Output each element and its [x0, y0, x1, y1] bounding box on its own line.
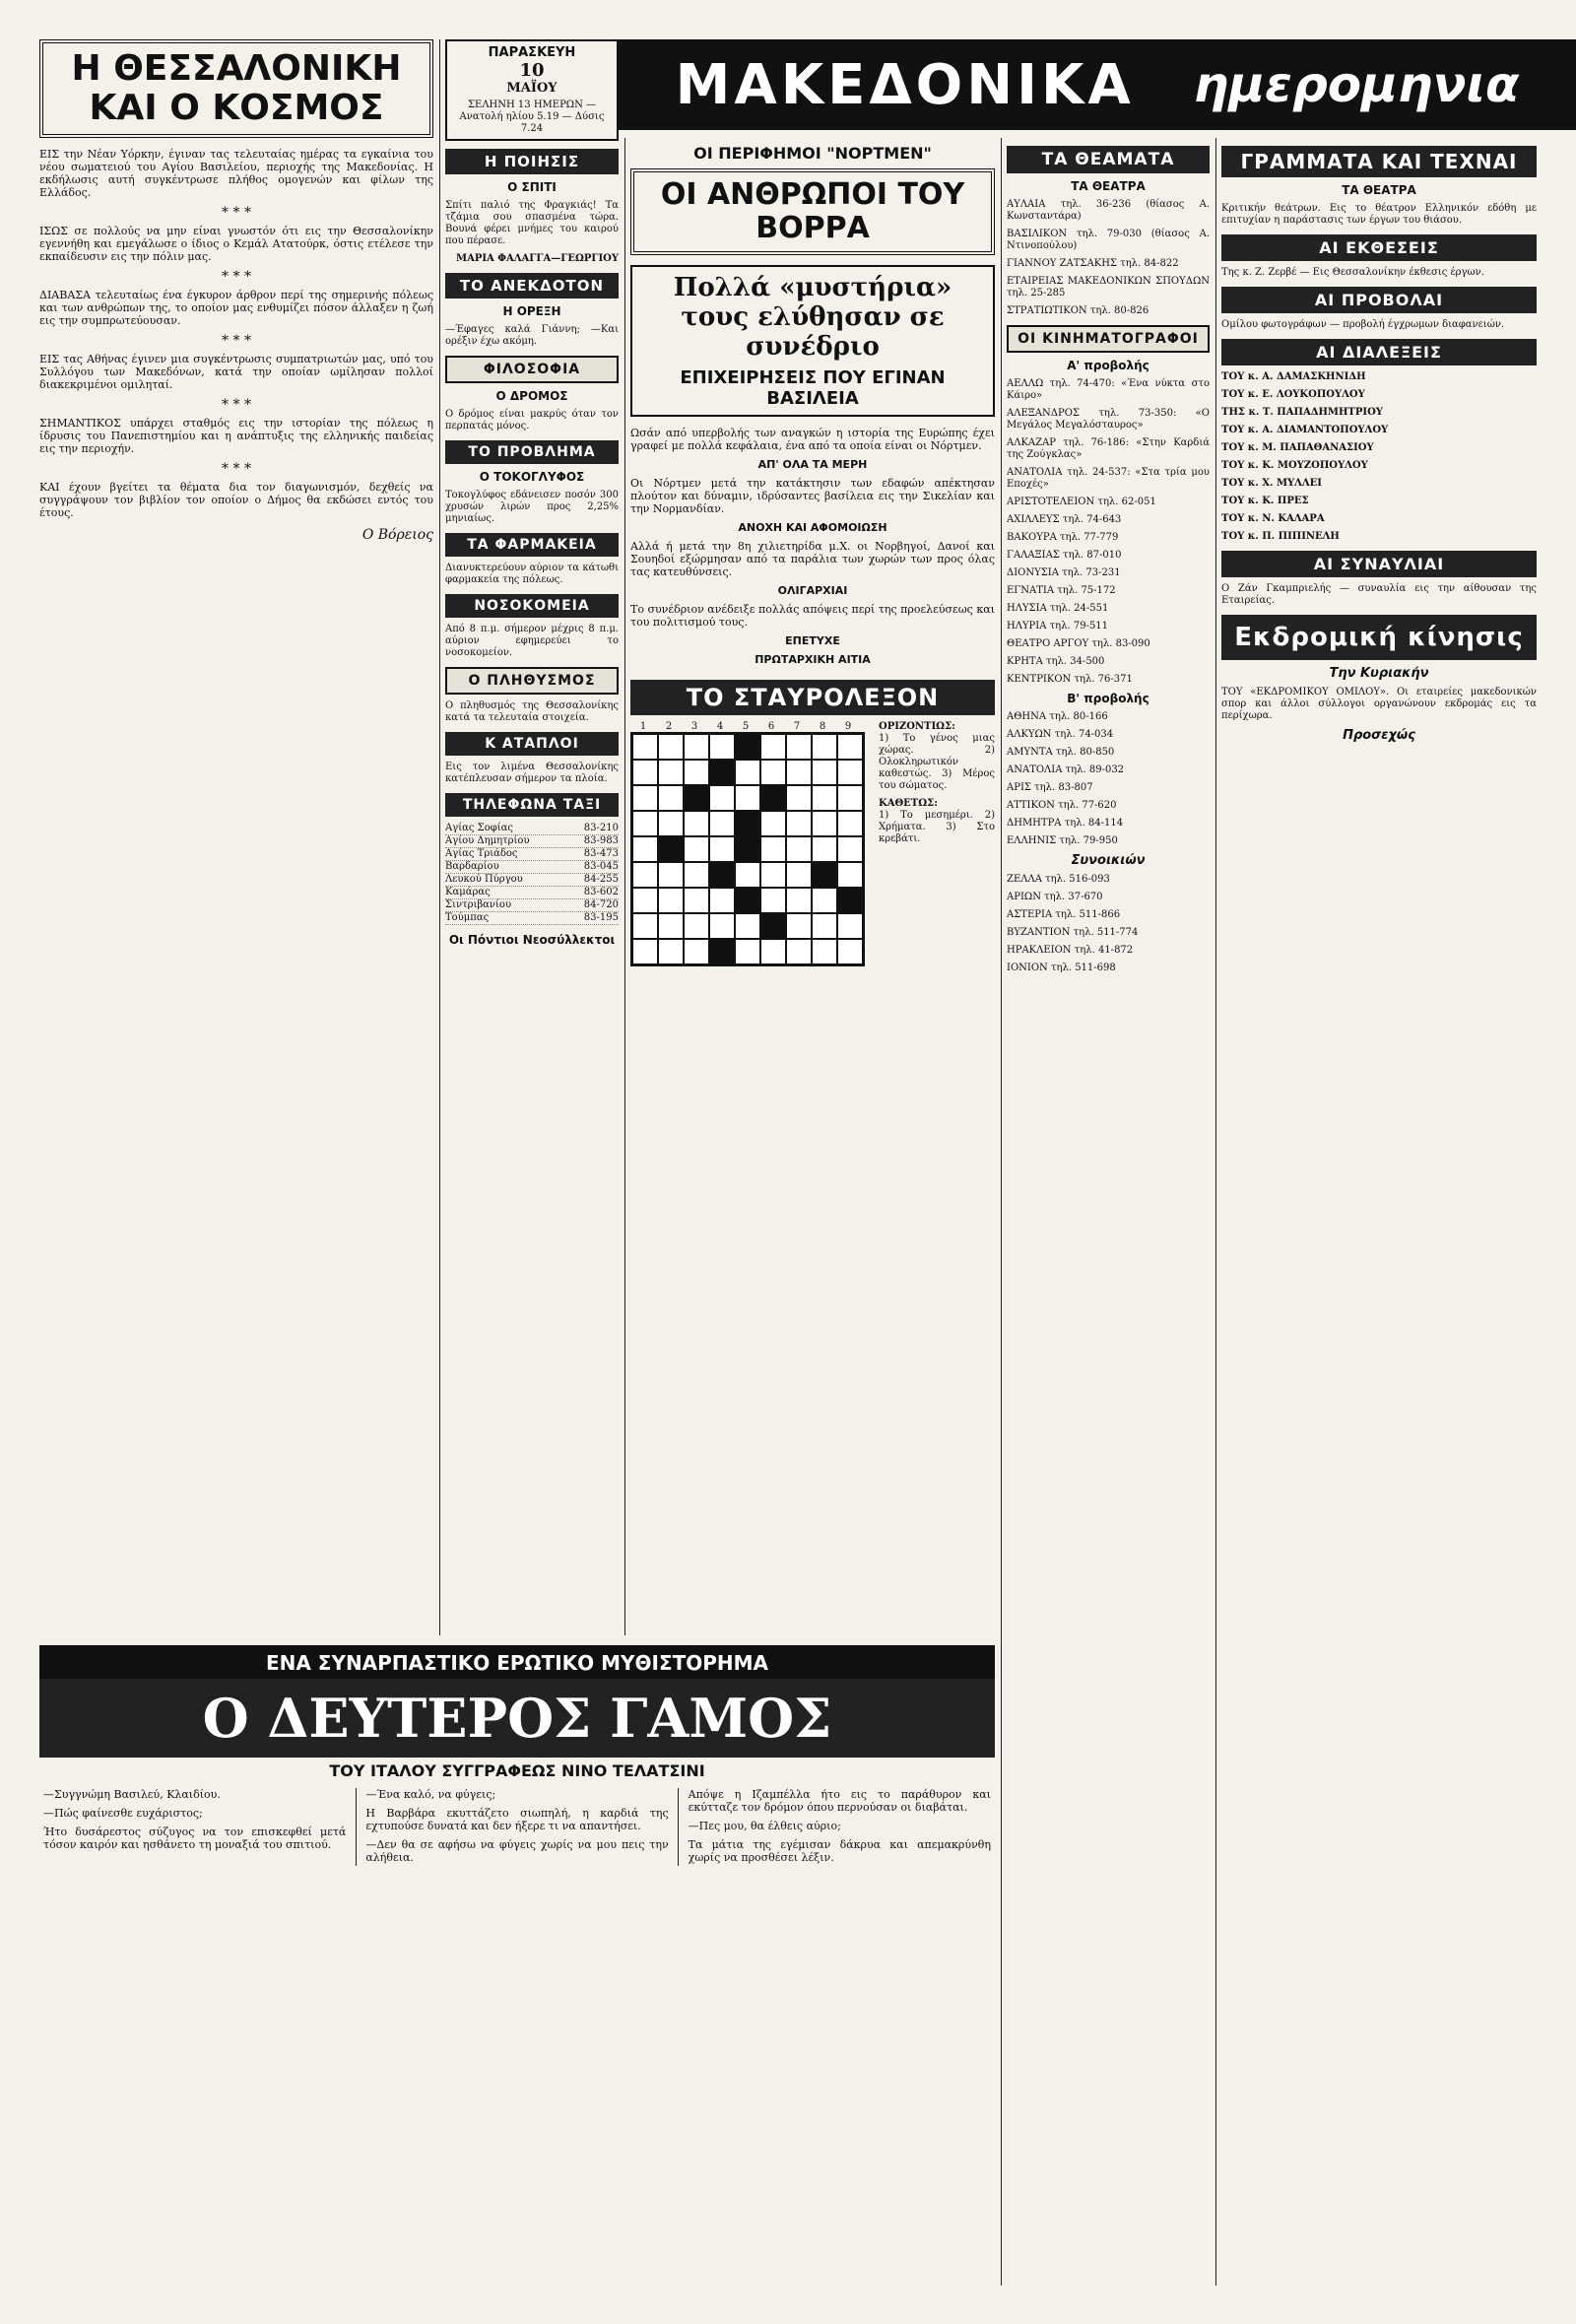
left-paragraph: ΙΣΩΣ σε πολλούς να μην είναι γνωστόν ότι εις την Θεσσαλονίκην εγεννήθη και εμεγάλωσε ο ίδιος ο Κεμάλ Ατατούρκ, όστις ετέλεσε την εκπαίδευσιν εις την πόλιν μας. [39, 225, 433, 263]
cinema-entry: ΑΘΗΝΑ τηλ. 80-166 [1007, 711, 1108, 722]
taxi-name: Βαρδαρίου [445, 861, 499, 872]
left-paragraph: ΔΙΑΒΑΣΑ τελευταίως ένα έγκυρον άρθρον περί της σημερινής πόλεως και των ανθρώπων της, το οποίον μας ενθυμίζει πόσον άλλαξεν η ζωή εις την συμπρωτεύουσαν. [39, 289, 433, 327]
taxi-phone: 83-602 [583, 887, 619, 897]
crossword-cell [760, 836, 786, 862]
cinema-entry: ΑΛΚΑΖΑΡ τηλ. 76-186: «Στην Καρδιά της Ζούγκλας» [1007, 437, 1210, 460]
dialexi-entry: ΤΟΥ κ. Μ. ΠΑΠΑΘΑΝΑΣΙΟΥ [1221, 442, 1374, 453]
crossword-cell [760, 760, 786, 785]
theatre-entry: ΓΙΑΝΝΟΥ ΖΑΤΣΑΚΗΣ τηλ. 84-822 [1007, 258, 1179, 269]
date-month: ΜΑΪΟΥ [506, 81, 558, 96]
crossword-cell [684, 734, 709, 760]
crossword-cell [812, 811, 837, 836]
theatre-entry: ΣΤΡΑΤΙΩΤΙΚΟΝ τηλ. 80-826 [1007, 305, 1149, 316]
column-rule [1215, 138, 1216, 2286]
cinema-entry: ΘΕΑΤΡΟ ΑΡΓΟΥ τηλ. 83-090 [1007, 638, 1150, 649]
crossword-cell [735, 862, 760, 888]
crossword-cell [735, 811, 760, 836]
ekthesis-text: Της κ. Ζ. Ζερβέ — Εις Θεσσαλονίκην έκθεσις έργων. [1221, 267, 1484, 278]
taxi-header: ΤΗΛΕΦΩΝΑ ΤΑΞΙ [445, 793, 619, 817]
crossword-cell [684, 913, 709, 939]
crossword-cell [684, 760, 709, 785]
farmakeia-text: Διανυκτερεύουν αύριον τα κάτωθι φαρμακεία της πόλεως. [445, 563, 619, 585]
list-item [445, 887, 619, 899]
crossword-cell [812, 760, 837, 785]
plithysmos-header: Ο ΠΛΗΘΥΣΜΟΣ [445, 667, 619, 695]
crossword-cell [760, 811, 786, 836]
provolai-header: ΑΙ ΠΡΟΒΟΛΑΙ [1221, 287, 1537, 313]
crossword-cell [632, 913, 658, 939]
nosokomeia-header: ΝΟΣΟΚΟΜΕΙΑ [445, 594, 619, 618]
secondary-subheadline: ΕΠΙΧΕΙΡΗΣΕΙΣ ΠΟΥ ΕΓΙΝΑΝ ΒΑΣΙΛΕΙΑ [680, 367, 946, 409]
cinema-entry: ΑΝΑΤΟΛΙΑ τηλ. 89-032 [1007, 764, 1125, 775]
article-subhead: ΠΡΩΤΑΡΧΙΚΗ ΑΙΤΙΑ [755, 653, 871, 666]
taxi-name: Αγίου Δημητρίου [445, 835, 530, 846]
dialexi-entry: ΤΟΥ κ. Α. ΔΑΜΑΣΚΗΝΙΔΗ [1221, 371, 1366, 382]
cinema-entry: ΖΕΛΛΑ τηλ. 516-093 [1007, 874, 1110, 885]
crossword-cell [786, 862, 812, 888]
synaulies-header: ΑΙ ΣΥΝΑΥΛΙΑΙ [1221, 551, 1537, 577]
crossword-cell [709, 888, 735, 913]
article-subhead: ΕΠΕΤΥΧΕ [785, 634, 840, 647]
crossword-cell [735, 734, 760, 760]
cinema-entry: ΕΓΝΑΤΙΑ τηλ. 75-172 [1007, 585, 1116, 596]
article-subhead: ΑΝΟΧΗ ΚΑΙ ΑΦΟΜΟΙΩΣΗ [738, 521, 887, 534]
crossword-number: 3 [690, 721, 698, 732]
crossword-cell [812, 785, 837, 811]
crossword-cell [632, 811, 658, 836]
crossword-cell [709, 760, 735, 785]
cinema-entry: ΒΑΚΟΥΡΑ τηλ. 77-779 [1007, 532, 1119, 543]
cinema-entry: ΚΕΝΤΡΙΚΟΝ τηλ. 76-371 [1007, 674, 1133, 685]
separator-stars: * * * [222, 333, 251, 349]
taxi-phone: 83-473 [583, 848, 619, 859]
crossword-cell [632, 888, 658, 913]
crossword-cell [760, 913, 786, 939]
cinema-entry: ΑΕΛΛΩ τηλ. 74-470: «Ένα νύκτα στο Κάιρο» [1007, 378, 1210, 401]
cinema-entry: ΗΡΑΚΛΕΙΟΝ τηλ. 41-872 [1007, 945, 1134, 956]
taxi-name: Τούμπας [445, 912, 490, 923]
cinema-entry: ΑΜΥΝΤΑ τηλ. 80-850 [1007, 747, 1115, 758]
list-item [445, 848, 619, 861]
serial-paragraph: Η Βαρβάρα εκυττάζετο σιωπηλή, η καρδιά της εχτυπούσε δυνατά και δεν ήξερε τι να απαντήσει. [365, 1807, 669, 1832]
anekdoton-sub: Η ΟΡΕΞΗ [502, 304, 561, 318]
serial-author: ΤΟΥ ΙΤΑΛΟΥ ΣΥΓΓΡΑΦΕΩΣ ΝΙΝΟ ΤΕΛΑΤΣΙΝΙ [329, 1761, 705, 1780]
serial-paragraph: —Πες μου, θα έλθεις αύριο; [688, 1820, 841, 1832]
crossword-number: 6 [767, 721, 775, 732]
crossword-cell [837, 785, 863, 811]
theatro-sub: ΤΑ ΘΕΑΤΡΑ [1342, 183, 1416, 197]
serial-banner: ΕΝΑ ΣΥΝΑΡΠΑΣΤΙΚΟ ΕΡΩΤΙΚΟ ΜΥΘΙΣΤΟΡΗΜΑ [39, 1647, 995, 1679]
cinema-entry: ΑΧΙΛΛΕΥΣ τηλ. 74-643 [1007, 514, 1122, 525]
left-signature: Ο Βόρειος [361, 527, 433, 543]
serial-paragraph: Τα μάτια της εγέμισαν δάκρυα και απεμακρύνθη χωρίς να προσθέσει λέξιν. [688, 1838, 991, 1864]
cinema-entry: ΑΣΤΕΡΙΑ τηλ. 511-866 [1007, 909, 1121, 920]
separator-stars: * * * [222, 461, 251, 477]
ekdromiki-header: Εκδρομική κίνησις [1221, 615, 1537, 660]
article-paragraph: Αλλά ή μετά την 8η χιλιετηρίδα μ.Χ. οι Νορβηγοί, Δανοί και Σουηδοί εξώρμησαν από τα παράλια των χωρών των προς όλας τας κατευθύνσεις. [630, 540, 995, 578]
crossword-across-title: ΟΡΙΖΟΝΤΙΩΣ: [879, 721, 955, 732]
kinimatografoi-header: ΟΙ ΚΙΝΗΜΑΤΟΓΡΑΦΟΙ [1007, 325, 1210, 353]
crossword-cell [658, 760, 684, 785]
synoikia-sub: Συνοικιών [1071, 853, 1146, 868]
filosofia-text: Ο δρόμος είναι μακρύς όταν τον περπατάς μόνος. [445, 409, 619, 432]
cinema-entry: ΑΡΙΣΤΟΤΕΛΕΙΟΝ τηλ. 62-051 [1007, 497, 1156, 507]
crossword-number: 8 [819, 721, 826, 732]
provolai-text: Ομίλου φωτογράφων — προβολή έγχρωμων διαφανειών. [1221, 319, 1505, 330]
crossword-cell [658, 939, 684, 964]
cinema-entry: ΕΛΛΗΝΙΣ τηλ. 79-950 [1007, 835, 1118, 846]
ekdromiki-text: ΤΟΥ «ΕΚΔΡΟΜΙΚΟΥ ΟΜΙΛΟΥ». Οι εταιρείες μακεδονικών σπορ και άλλοι σύλλογοι οργανώνουν εκδρομάς εις τα περίχωρα. [1221, 687, 1537, 721]
left-paragraph: ΕΙΣ την Νέαν Υόρκην, έγιναν τας τελευταίας ημέρας τα εγκαίνια του νέου σωματειού του Αγίου Βασιλείου, περιοχής της Μακεδονίας. Η εκδήλωσις αυτή συγκέντρωσε πλήθος ομογενών και φίλων της Ελλάδος. [39, 148, 433, 199]
serial-title: Ο ΔΕΥΤΕΡΟΣ ΓΑΜΟΣ [39, 1679, 995, 1758]
column-rule [624, 138, 625, 1635]
crossword-cell [735, 939, 760, 964]
serial-paragraph: —Συγγνώμη Βασιλεύ, Κλαιδίου. [43, 1788, 221, 1801]
nosokomeia-text: Από 8 π.μ. σήμερον μέχρις 8 π.μ. αύριον εφημερεύει το νοσοκομείον. [445, 624, 619, 658]
crossword-across: 1) Το γένος μιας χώρας. 2) Ολοκληρωτικόν καθεστώς. 3) Μέρος του σώματος. [879, 733, 995, 791]
list-item [445, 835, 619, 848]
thessaloniki-title-line2: ΚΑΙ Ο ΚΟΣΜΟΣ [89, 88, 384, 128]
crossword-cell [786, 913, 812, 939]
crossword-down: 1) Το μεσημέρι. 2) Χρήματα. 3) Στο κρεβάτι. [879, 810, 995, 844]
cinema-entry: ΙΟΝΙΟΝ τηλ. 511-698 [1007, 963, 1116, 973]
theatre-entry: ΕΤΑΙΡΕΙΑΣ ΜΑΚΕΔΟΝΙΚΩΝ ΣΠΟΥΔΩΝ τηλ. 25-285 [1007, 276, 1210, 299]
poem-title: Ο ΣΠΙΤΙ [507, 180, 557, 194]
cinema-entry: ΑΤΤΙΚΟΝ τηλ. 77-620 [1007, 800, 1117, 811]
problima-sub: Ο ΤΟΚΟΓΛΥΦΟΣ [479, 470, 585, 484]
column-rule [1001, 138, 1002, 2286]
crossword-cell [709, 836, 735, 862]
masthead [619, 39, 1576, 130]
crossword-cell [684, 939, 709, 964]
list-item [445, 912, 619, 925]
crossword-number: 1 [639, 721, 647, 732]
pontioi-title: Οι Πόντιοι Νεοσύλλεκτοι [448, 933, 616, 947]
cinema-entry: ΓΑΛΑΞΙΑΣ τηλ. 87-010 [1007, 550, 1122, 561]
taxi-name: Σιντριβανίου [445, 899, 512, 910]
date-day: ΠΑΡΑΣΚΕΥΗ [488, 45, 576, 60]
far-right-column [1221, 138, 1537, 2286]
crossword-cell [735, 888, 760, 913]
thessaloniki-header [39, 39, 433, 138]
dialexi-entry: ΤΟΥ κ. Κ. ΠΡΕΣ [1221, 496, 1309, 506]
crossword-cell [837, 811, 863, 836]
theatro-text: Κριτικήν θεάτρων. Εις το θέατρον Ελληνικόν εδόθη με επιτυχίαν η παράστασις των έργων του θιάσου. [1221, 203, 1537, 226]
crossword-number: 2 [665, 721, 673, 732]
cinema-entry: ΚΡΗΤΑ τηλ. 34-500 [1007, 656, 1105, 667]
serial-paragraph: —Δεν θα σε αφήσω να φύγεις χωρίς να μου πεις την αλήθεια. [365, 1838, 669, 1864]
left-paragraph: ΕΙΣ τας Αθήνας έγινεν μια συγκέντρωσις συμπατριωτών μας, υπό του Συλλόγου των Μακεδόνων, κατά την οποίαν ωμίλησαν πολλοί διακεκριμένοι ομιληταί. [39, 353, 433, 391]
crossword-cell [812, 888, 837, 913]
crossword-number: 4 [716, 721, 724, 732]
column-rule [439, 39, 440, 1635]
dialexi-entry: ΤΟΥ κ. Ν. ΚΑΛΑΡΑ [1221, 513, 1325, 524]
left-column [39, 39, 433, 1635]
crossword-grid [630, 732, 865, 966]
anekdoton-header: ΤΟ ΑΝΕΚΔΟΤΟΝ [445, 273, 619, 299]
mid-column [445, 39, 619, 1635]
crossword-cell [709, 862, 735, 888]
serial-text [39, 1788, 995, 1866]
center-column [630, 138, 995, 1635]
taxi-phone: 83-045 [583, 861, 619, 872]
dialexi-entry: ΤΟΥ κ. Ε. ΛΟΥΚΟΠΟΥΛΟΥ [1221, 389, 1365, 400]
crossword-cell [632, 760, 658, 785]
crossword-cell [786, 811, 812, 836]
b-provoli-sub: Β' προβολής [1067, 692, 1149, 705]
article-paragraph: Το συνέδριον ανέδειξε πολλάς απόψεις περί της προελεύσεως και του πολιτισμού τους. [630, 603, 995, 629]
serial-paragraph: —Πώς φαίνεσθε ευχάριστος; [43, 1807, 203, 1820]
dialexeis-header: ΑΙ ΔΙΑΛΕΞΕΙΣ [1221, 339, 1537, 365]
crossword-cell [709, 913, 735, 939]
crossword-cell [709, 939, 735, 964]
crossword-cell [632, 734, 658, 760]
masthead-left: ΜΑΚΕΔΟΝΙΚΑ [675, 52, 1135, 117]
crossword-cell [837, 888, 863, 913]
secondary-headline-box [630, 265, 995, 417]
crossword-cell [837, 913, 863, 939]
right-column [1007, 138, 1210, 2286]
left-paragraph: ΚΑΙ έχουν βγείτει τα θέματα δια τον διαγωνισμόν, δεχθείς να συγγράψουν τον βιβλίον τον οποίον ο Δήμος θα εκδώσει εντός του έτους. [39, 481, 433, 519]
cinema-entry: ΒΥΖΑΝΤΙΟΝ τηλ. 511-774 [1007, 927, 1139, 938]
poem-author: ΜΑΡΙΑ ΦΑΛΑΓΓΑ—ΓΕΩΡΓΙΟΥ [456, 253, 619, 264]
filosofia-sub: Ο ΔΡΟΜΟΣ [495, 389, 568, 403]
crossword-cell [658, 888, 684, 913]
ekdromiki-sub: Την Κυριακήν [1329, 666, 1429, 681]
date-box [445, 39, 619, 141]
crossword-cell [709, 734, 735, 760]
crossword-cell [837, 760, 863, 785]
crossword-cell [760, 862, 786, 888]
crossword-cell [684, 862, 709, 888]
crossword-cell [786, 785, 812, 811]
list-item [445, 874, 619, 887]
crossword-cell [786, 888, 812, 913]
cinema-entry: ΑΡΙΩΝ τηλ. 37-670 [1007, 892, 1103, 902]
crossword-cell [760, 939, 786, 964]
crossword-cell [760, 734, 786, 760]
article-paragraph: Οι Νόρτμεν μετά την κατάκτησιν των εδαφών απέκτησαν πλούτον και δύναμιν, ιδρύσαντες βασίλεια εις την Σικελίαν και την Νορμανδίαν. [630, 477, 995, 515]
crossword-cell [658, 811, 684, 836]
crossword-numbers [630, 721, 861, 732]
crossword-cell [632, 785, 658, 811]
crossword-cell [786, 836, 812, 862]
crossword-cell [709, 785, 735, 811]
crossword-cell [812, 862, 837, 888]
dialexi-entry: ΤΗΣ κ. Τ. ΠΑΠΑΔΗΜΗΤΡΙΟΥ [1221, 407, 1383, 418]
article-subhead: ΟΛΙΓΑΡΧΙΑΙ [777, 584, 848, 597]
crossword-number: 9 [844, 721, 852, 732]
taxi-name: Λευκού Πύργου [445, 874, 523, 885]
kataploi-text: Εις τον λιμένα Θεσσαλονίκης κατέπλευσαν σήμερον τα πλοία. [445, 762, 619, 784]
dialexi-entry: ΤΟΥ κ. Κ. ΜΟΥΖΟΠΟΥΛΟΥ [1221, 460, 1368, 471]
crossword-cell [658, 913, 684, 939]
cinema-entry: ΑΛΕΞΑΝΔΡΟΣ τηλ. 73-350: «Ο Μεγάλος Μεγαλόσταυρος» [1007, 408, 1210, 431]
crossword-cell [632, 836, 658, 862]
separator-stars: * * * [222, 205, 251, 221]
article-kicker: ΟΙ ΠΕΡΙΦΗΜΟΙ "ΝΟΡΤΜΕΝ" [693, 144, 932, 163]
cinema-entry: ΑΝΑΤΟΛΙΑ τηλ. 24-537: «Στα τρία μου Εποχές» [1007, 467, 1210, 490]
taxi-name: Αγίας Τριάδος [445, 848, 518, 859]
filosofia-header: ΦΙΛΟΣΟΦΙΑ [445, 356, 619, 383]
taxi-name: Καμάρας [445, 887, 491, 897]
date-text: ΣΕΛΗΝΗ 13 ΗΜΕΡΩΝ — Ανατολή ηλίου 5.19 — Δύσις 7.24 [459, 100, 605, 134]
anekdoton-text: —Έφαγες καλά Γιάννη; —Και ορέξιν έχω ακόμη. [445, 324, 619, 347]
poem-text: Σπίτι παλιό της Φραγκιάς! Τα τζάμια σου σπασμένα τώρα. Βουνά φέρει μνήμες του καιρού που πέρασε. [445, 200, 619, 246]
crossword-cell [684, 785, 709, 811]
poetry-header: Η ΠΟΙΗΣΙΣ [445, 149, 619, 174]
dialexi-entry: ΤΟΥ κ. Α. ΔΙΑΜΑΝΤΟΠΟΥΛΟΥ [1221, 425, 1389, 435]
masthead-right: ημερομηνια [1193, 56, 1520, 113]
article-paragraph: Ωσάν από υπερβολής των αναγκών η ιστορία της Ευρώπης έχει γραφεί με πολλά κεφάλαια, ένα από τα οποία είναι οι Νόρτμεν. [630, 427, 995, 452]
plithysmos-text: Ο πληθυσμός της Θεσσαλονίκης κατά τα τελευταία στοιχεία. [445, 700, 619, 723]
crossword-cell [632, 939, 658, 964]
article-subhead: ΑΠ' ΟΛΑ ΤΑ ΜΕΡΗ [757, 458, 868, 471]
serial-paragraph: —Ένα καλό, να φύγεις; [365, 1788, 496, 1801]
taxi-phone: 83-195 [583, 912, 619, 923]
serial-novel [39, 1645, 995, 2278]
crossword-cell [709, 811, 735, 836]
taxi-phone: 84-720 [583, 899, 619, 910]
crossword-cell [812, 939, 837, 964]
crossword-cell [735, 836, 760, 862]
taxi-phone: 84-255 [583, 874, 619, 885]
crossword-cell [837, 862, 863, 888]
serial-paragraph: Ήτο δυσάρεστος σύζυγος να τον επισκεφθεί μετά τόσον καιρόν και ησθάνετο τη μοναξιά του σπιτιού. [43, 1826, 347, 1851]
taxi-phone: 83-983 [583, 835, 619, 846]
cinema-entry: ΑΛΚΥΩΝ τηλ. 74-034 [1007, 729, 1114, 740]
theatre-entry: ΑΥΛΑΙΑ τηλ. 36-236 (θίασος Α. Κωνσταντάρα) [1007, 199, 1210, 222]
ekthesis-header: ΑΙ ΕΚΘΕΣΕΙΣ [1221, 234, 1537, 261]
crossword-cell [812, 836, 837, 862]
theamata-header: ΤΑ ΘΕΑΜΑΤΑ [1007, 146, 1210, 173]
theatre-entry: ΒΑΣΙΛΙΚΟΝ τηλ. 79-030 (θίασος Α. Ντινοπούλου) [1007, 229, 1210, 251]
crossword-cell [735, 913, 760, 939]
crossword-cell [786, 939, 812, 964]
crossword-cell [684, 811, 709, 836]
crossword-cell [658, 734, 684, 760]
article-headline: ΟΙ ΑΝΘΡΩΠΟΙ ΤΟΥ ΒΟΡΡΑ [630, 168, 995, 255]
theatra-subheader: ΤΑ ΘΕΑΤΡΑ [1071, 179, 1146, 193]
kataploi-header: Κ ΑΤΑΠΛΟΙ [445, 732, 619, 756]
dialexi-entry: ΤΟΥ κ. Χ. ΜΥΛΛΕΙ [1221, 478, 1322, 489]
crossword-cell [812, 734, 837, 760]
a-provoli-sub: Α' προβολής [1067, 359, 1149, 372]
taxi-phone: 83-210 [583, 823, 619, 833]
crossword-header: ΤΟ ΣΤΑΥΡΟΛΕΞΟΝ [630, 680, 995, 715]
crossword-cell [837, 734, 863, 760]
cinema-entry: ΔΙΟΝΥΣΙΑ τηλ. 73-231 [1007, 567, 1121, 578]
cinema-entry: ΗΛΥΡΙΑ τηλ. 79-511 [1007, 621, 1109, 631]
thessaloniki-title-line1: Η ΘΕΣΣΑΛΟΝΙΚΗ [71, 48, 402, 89]
separator-stars: * * * [222, 397, 251, 413]
crossword-number: 7 [793, 721, 801, 732]
synaulies-text: Ο Ζάν Γκαμπριελής — συναυλία εις την αίθουσαν της Εταιρείας. [1221, 583, 1537, 606]
list-item [445, 861, 619, 874]
serial-paragraph: Απόψε η Ιζαμπέλλα ήτο εις το παράθυρον και εκύτταζε τον δρόμον όπου περνούσαν οι διαβάται. [688, 1788, 991, 1814]
taxi-name: Αγίας Σοφίας [445, 823, 514, 833]
crossword-cell [837, 939, 863, 964]
dialexi-entry: ΤΟΥ κ. Π. ΠΙΠΙΝΕΛΗ [1221, 531, 1340, 542]
list-item [445, 899, 619, 912]
crossword-cell [812, 913, 837, 939]
taxi-list [445, 823, 619, 925]
crossword-cell [786, 734, 812, 760]
problima-header: ΤΟ ΠΡΟΒΛΗΜΑ [445, 440, 619, 464]
crossword-cell [658, 862, 684, 888]
separator-stars: * * * [222, 269, 251, 285]
secondary-headline: Πολλά «μυστήρια» τους ελύθησαν σε συνέδριο [673, 273, 952, 362]
date-number: 10 [519, 60, 545, 81]
crossword-cell [684, 888, 709, 913]
problima-text: Τοκογλύφος εδάνεισεν ποσόν 300 χρυσών λιρών προς 2,25% μηνιαίως. [445, 490, 619, 524]
list-item [445, 823, 619, 835]
crossword-cell [658, 785, 684, 811]
cinema-entry: ΔΗΜΗΤΡΑ τηλ. 84-114 [1007, 818, 1124, 829]
crossword-number: 5 [742, 721, 750, 732]
cinema-entry: ΑΡΙΣ τηλ. 83-807 [1007, 782, 1093, 793]
crossword-cell [786, 760, 812, 785]
crossword-cell [684, 836, 709, 862]
crossword-cell [658, 836, 684, 862]
crossword-down-title: ΚΑΘΕΤΩΣ: [879, 798, 938, 809]
left-paragraph: ΣΗΜΑΝΤΙΚΟΣ υπάρχει σταθμός εις την ιστορίαν της πόλεως η ίδρυσις του Πανεπιστημίου και η ανάπτυξις της ελληνικής παιδείας εις την περιοχήν. [39, 417, 433, 455]
crossword-cell [632, 862, 658, 888]
prosexos-label: Προσεχώς [1343, 728, 1415, 743]
crossword-cell [837, 836, 863, 862]
grammata-header: ΓΡΑΜΜΑΤΑ ΚΑΙ ΤΕΧΝΑΙ [1221, 146, 1537, 177]
cinema-entry: ΗΛΥΣΙΑ τηλ. 24-551 [1007, 603, 1109, 614]
farmakeia-header: ΤΑ ΦΑΡΜΑΚΕΙΑ [445, 533, 619, 557]
crossword-cell [735, 785, 760, 811]
crossword-cell [735, 760, 760, 785]
crossword-cell [760, 785, 786, 811]
crossword-cell [760, 888, 786, 913]
